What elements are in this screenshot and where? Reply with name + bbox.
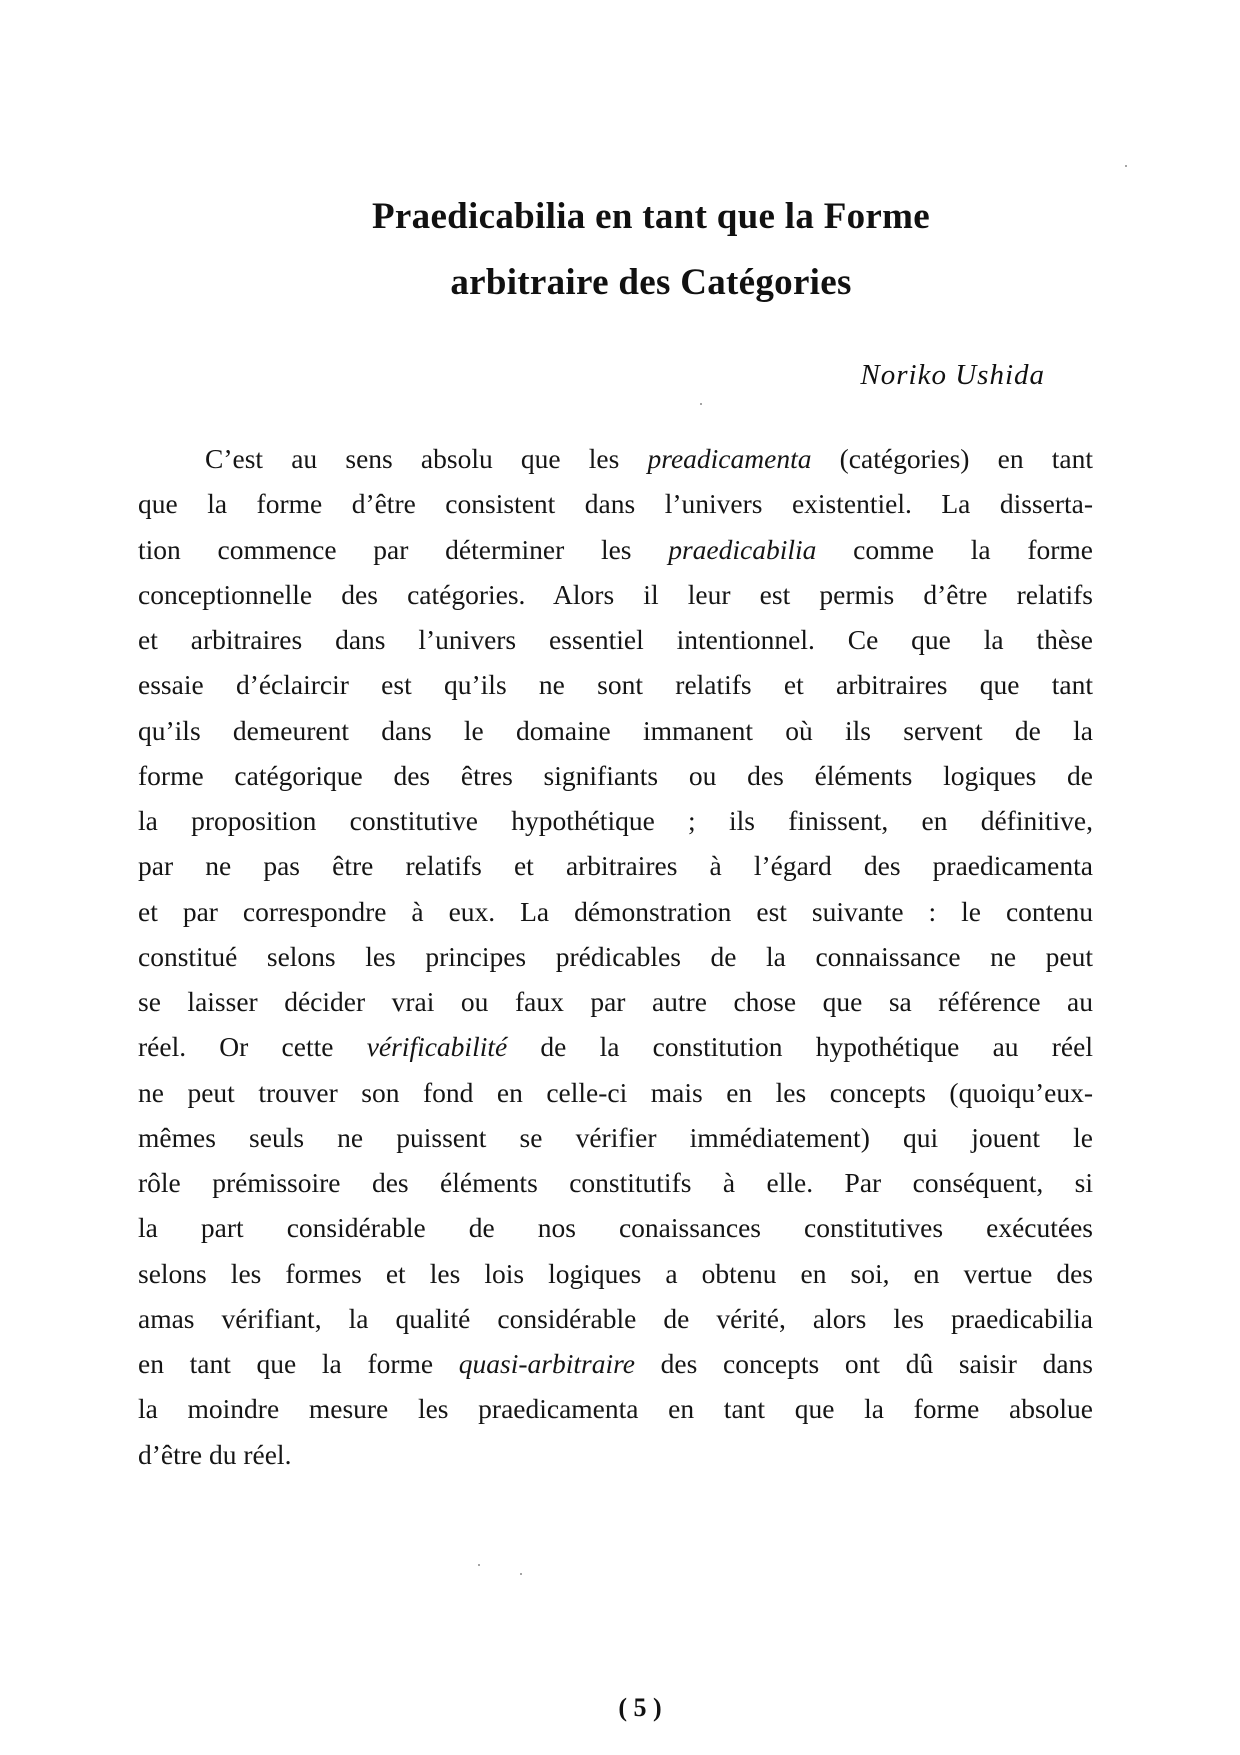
title-line-1: Praedicabilia en tant que la Forme [372, 196, 930, 237]
text-run: tion commence par déterminer les [138, 533, 669, 565]
paper-title [0, 184, 1240, 316]
text-run: en tant que la forme [138, 1348, 459, 1379]
abstract-line [138, 934, 1093, 979]
text-run: la proposition constitutive hypothétique ; ils finissent, en définitive, [138, 805, 1093, 836]
abstract-line [138, 1251, 1093, 1296]
scan-speck [1125, 165, 1127, 167]
abstract-line [138, 481, 1093, 526]
abstract-line [138, 1070, 1093, 1115]
abstract-line [138, 798, 1093, 843]
scan-speck [520, 1573, 522, 1575]
abstract-line [138, 708, 1093, 753]
abstract-line [138, 572, 1093, 617]
abstract-line [138, 1386, 1093, 1431]
abstract-line [138, 1341, 1093, 1386]
abstract-line [138, 753, 1093, 798]
text-run: et par correspondre à eux. La démonstration est suivante : le contenu [138, 895, 1093, 927]
abstract-line [138, 662, 1093, 707]
italic-term: preadicamenta [647, 443, 812, 474]
page-number: ( 5 ) [618, 1693, 662, 1722]
text-run: que la forme d’être consistent dans l’univers existentiel. La disserta- [138, 488, 1093, 520]
text-run: comme la forme [816, 533, 1093, 565]
text-run: se laisser décider vrai ou faux par autre chose que sa référence au [138, 986, 1093, 1017]
text-run: selons les formes et les lois logiques a obtenu en soi, en vertue des [138, 1257, 1093, 1289]
abstract-line [138, 1024, 1093, 1069]
abstract-line [138, 889, 1093, 934]
text-run: et arbitraires dans l’univers essentiel intentionnel. Ce que la thèse [138, 624, 1093, 655]
text-run: forme catégorique des êtres signifiants ou des éléments logiques de [138, 759, 1093, 791]
text-run: rôle prémissoire des éléments constitutifs à elle. Par conséquent, si [138, 1167, 1093, 1198]
text-run: la part considérable de nos conaissances constitutives exécutées [138, 1212, 1093, 1244]
abstract-line [138, 979, 1093, 1024]
abstract-line [138, 1296, 1093, 1341]
abstract-line [138, 1432, 1093, 1477]
italic-term: quasi-arbitraire [458, 1348, 635, 1379]
italic-term: praedicabilia [668, 533, 817, 565]
title-line-2: arbitraire des Catégories [450, 262, 852, 303]
text-run: (catégories) en tant [811, 443, 1093, 474]
text-run: C’est au sens absolu que les [205, 443, 648, 474]
text-run: de la constitution hypothétique au réel [507, 1031, 1093, 1063]
text-run: constitué selons les principes prédicables de la connaissance ne peut [138, 940, 1093, 972]
abstract-line [138, 527, 1093, 572]
text-run: ne peut trouver son fond en celle-ci mais en les concepts (quoiqu’eux- [138, 1076, 1093, 1108]
abstract-line [138, 1115, 1093, 1160]
abstract-body [138, 436, 1093, 1477]
text-run: qu’ils demeurent dans le domaine immanent où ils servent de la [138, 714, 1093, 746]
abstract-line [138, 843, 1093, 888]
text-run: essaie d’éclaircir est qu’ils ne sont relatifs et arbitraires que tant [138, 669, 1093, 701]
abstract-line [138, 617, 1093, 662]
text-run: conceptionnelle des catégories. Alors il leur est permis d’être relatifs [138, 578, 1093, 610]
scan-speck [478, 1564, 480, 1566]
text-run: par ne pas être relatifs et arbitraires à l’égard des praedicamenta [138, 850, 1093, 882]
author-name: Noriko Ushida [860, 359, 1045, 391]
abstract-line [138, 1160, 1093, 1205]
text-run: mêmes seuls ne puissent se vérifier immédiatement) qui jouent le [138, 1121, 1093, 1153]
text-run: amas vérifiant, la qualité considérable de vérité, alors les praedicabilia [138, 1302, 1093, 1334]
abstract-line [138, 436, 1093, 481]
text-run: réel. Or cette [138, 1031, 367, 1063]
text-run: des concepts ont dû saisir dans [635, 1348, 1094, 1379]
text-run: la moindre mesure les praedicamenta en tant que la forme absolue [138, 1393, 1093, 1425]
scan-speck [700, 403, 702, 405]
italic-term: vérificabilité [366, 1031, 508, 1063]
text-run: d’être du réel. [138, 1438, 292, 1470]
abstract-line [138, 1205, 1093, 1250]
